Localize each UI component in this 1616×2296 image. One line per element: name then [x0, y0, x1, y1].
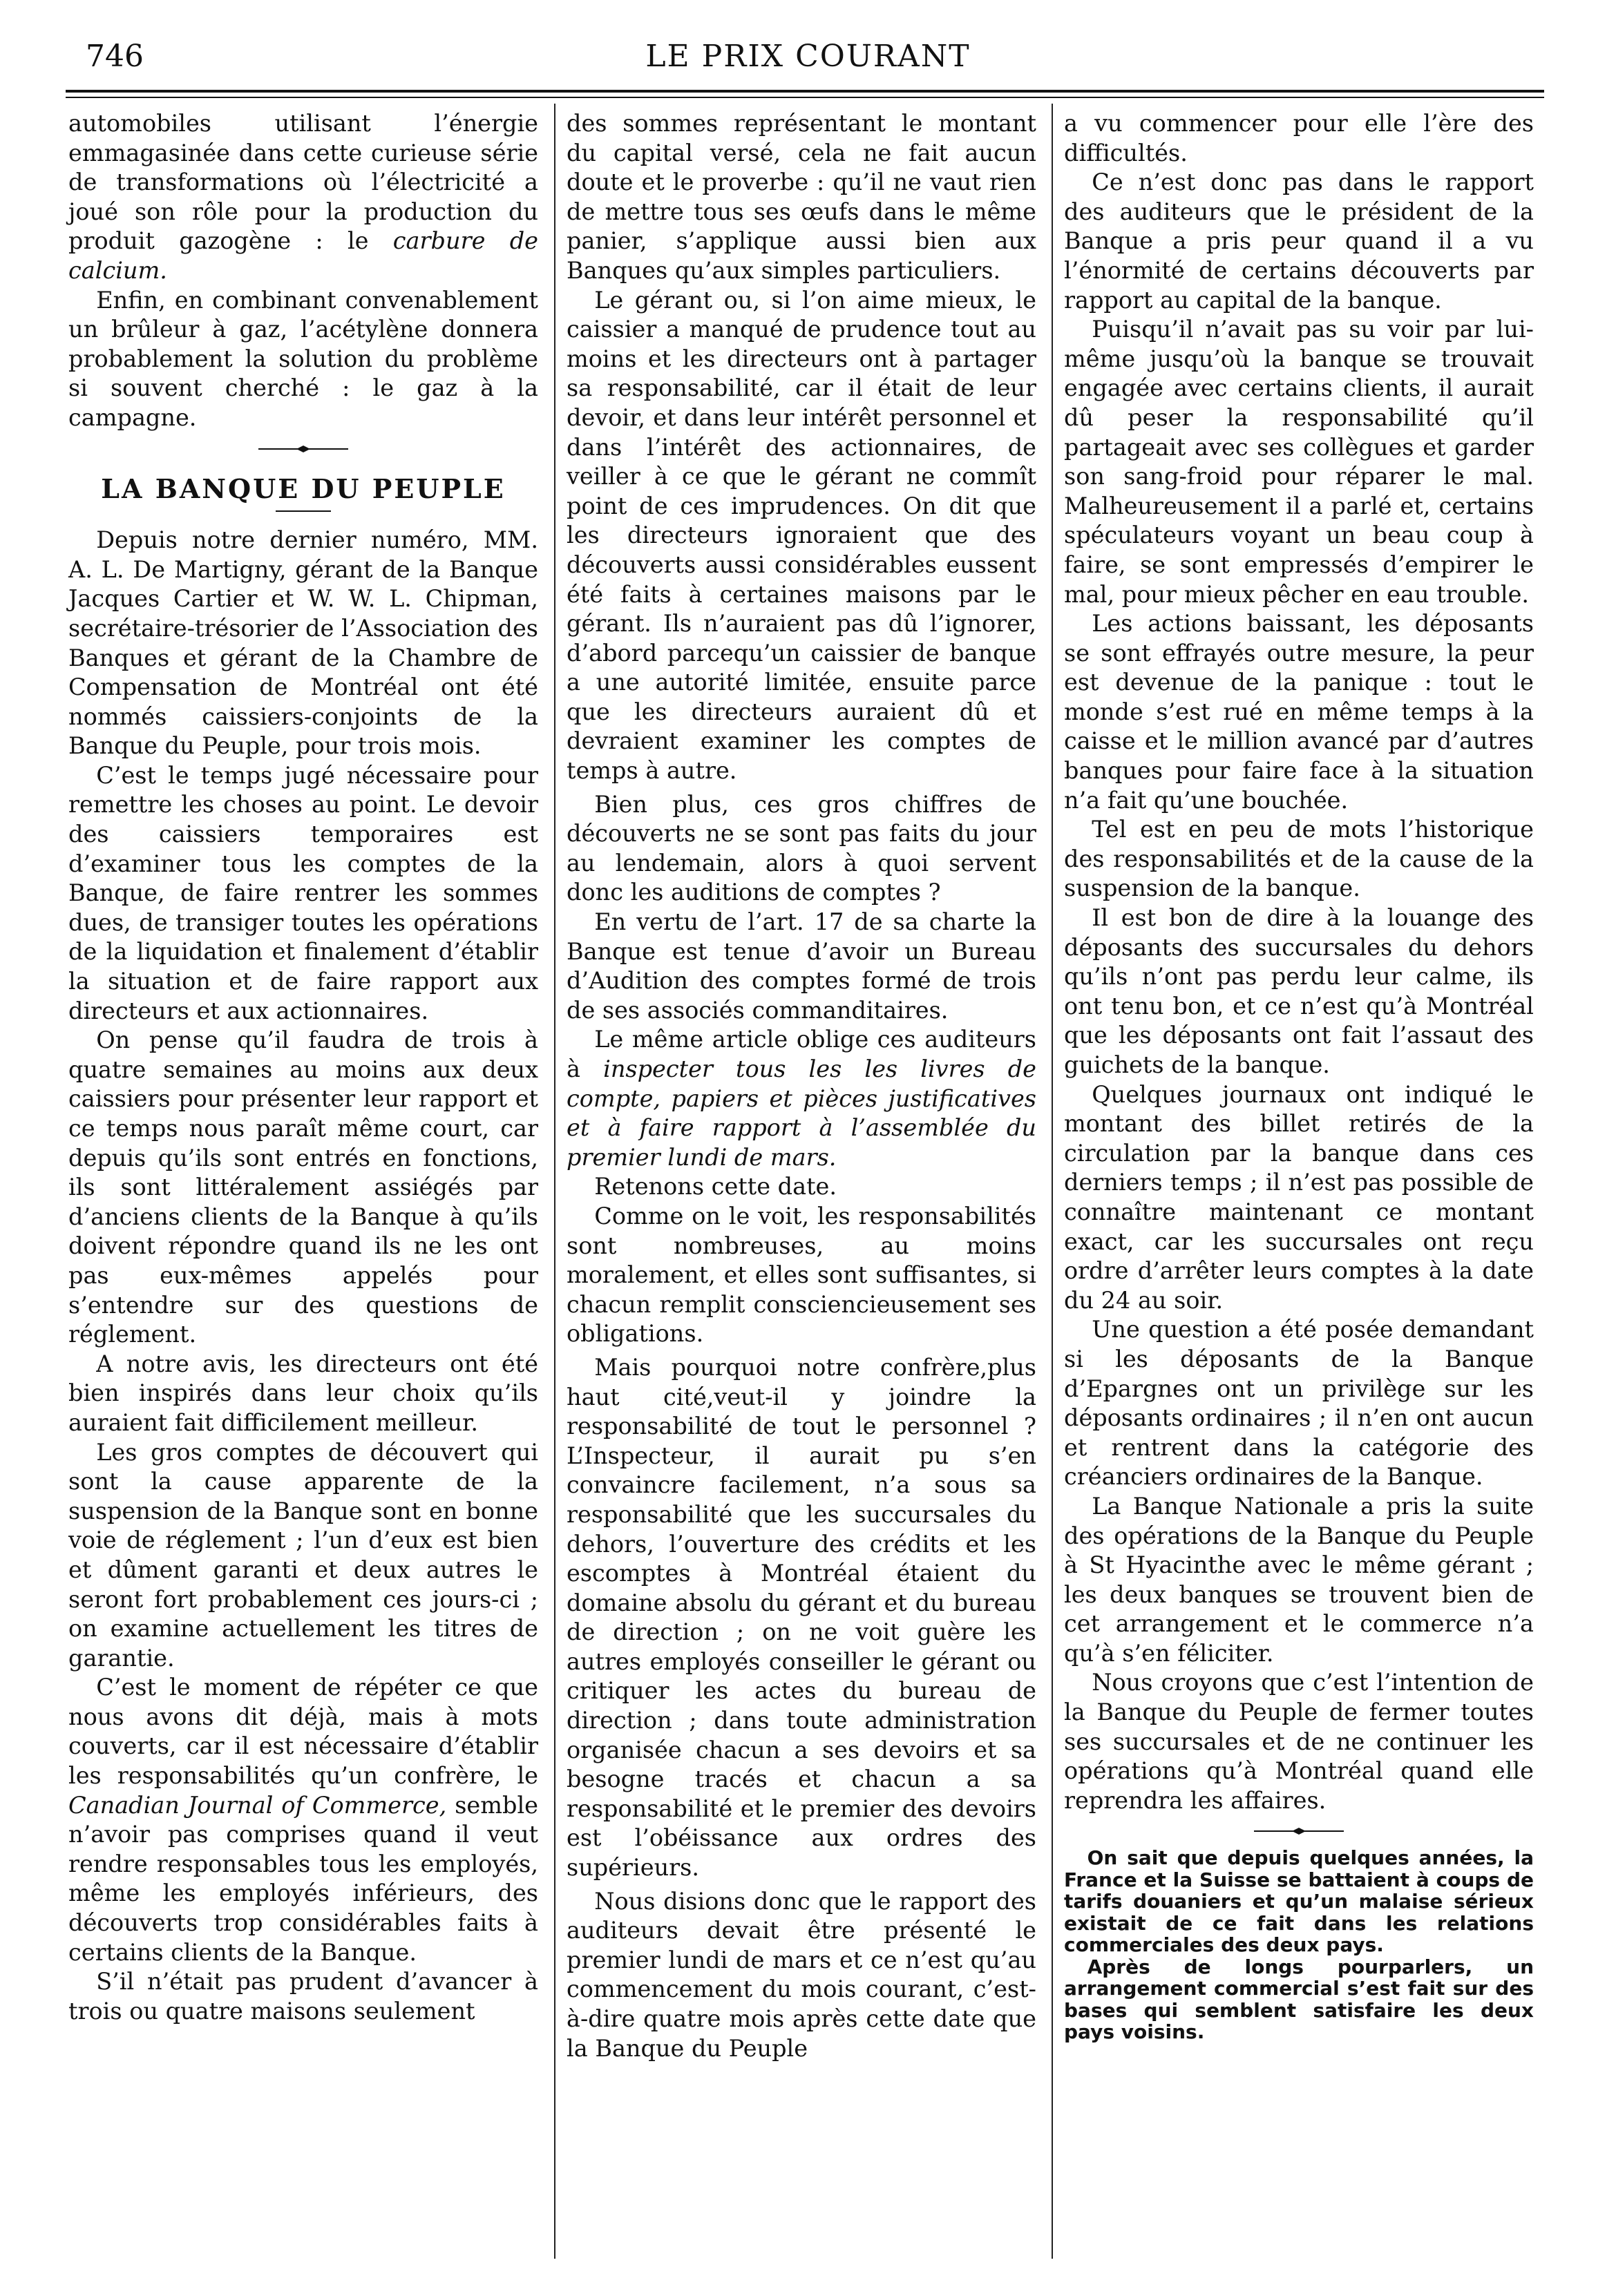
paragraph: Tel est en peu de mots l’historique des responsabilités et de la cause de la suspension de la banque.: [1064, 816, 1534, 902]
paragraph: On sait que depuis quelques années, la France et la Suisse se battaient à coups de tarifs douaniers et qu’un malaise sérieux existait de ce fait dans les relations commerciales des deux pays.: [1064, 1846, 1534, 1957]
paragraph-text: semble n’avoir pas comprises quand il veut rendre responsables tous les employés, même les employés inférieurs, des découverts trop considérables faits à certains clients de la Banque.: [68, 1791, 538, 1966]
paragraph: Puisqu’il n’avait pas su voir par lui-même jusqu’où la banque se trouvait engagée avec certains clients, il aurait dû peser la responsabilité qu’il partageait avec ses collègues et garder son sang-froid pour réparer le mal. Malheureusement il a parlé et, certains spéculateurs voyant un beau coup à faire, se sont empressés d’empirer le mal, pour mieux pêcher en eau trouble.: [1064, 316, 1534, 608]
paragraph: [68, 1673, 538, 1967]
article-title: LA BANQUE DU PEUPLE: [101, 472, 506, 504]
paragraph: Depuis notre dernier numéro, MM. A. L. De Martigny, gérant de la Banque Jacques Cartier et W. W. L. Chipman, secrétaire-trésorier de l’Association des Banques et gérant de la Chambre de Compensation de Montréal ont été nommés caissiers-conjoints de la Banque du Peuple, pour trois mois.: [68, 526, 538, 760]
paragraph: [68, 109, 538, 286]
paragraph: La Banque Nationale a pris la suite des opérations de la Banque du Peuple à St Hyacinthe avec le même gérant ; les deux banques se trouvent bien de cet arrangement et le commerce n’a qu’à s’en féliciter.: [1064, 1492, 1534, 1667]
running-title: LE PRIX COURANT: [645, 39, 971, 74]
paragraph: En vertu de l’art. 17 de sa charte la Banque est tenue d’avoir un Bureau d’Audition des comptes formé de trois de ses associés commanditaires.: [567, 908, 1036, 1024]
paragraph-emphasis: carbure de calcium.: [68, 227, 538, 284]
paragraph: Nous croyons que c’est l’intention de la Banque du Peuple de fermer toutes ses succursales et de ne continuer les opérations qu’à Montréal quand elle reprendra les affaires.: [1064, 1669, 1534, 1814]
paragraph: C’est le temps jugé nécessaire pour remettre les choses au point. Le devoir des caissiers temporaires est d’examiner tous les comptes de la Banque, de faire rentrer les sommes dues, de transiger toutes les opérations de la liquidation et finalement d’établir la situation et de faire rapport aux directeurs et aux actionnaires.: [68, 761, 538, 1024]
paragraph: des sommes représentant le montant du capital versé, cela ne fait aucun doute et le proverbe : qu’il ne vaut rien de mettre tous ses œufs dans le même panier, s’applique aussi bien aux Banques qu’aux simples particuliers.: [567, 110, 1036, 284]
paragraph: Quelques journaux ont indiqué le montant des billet retirés de la circulation par la banque dans ces derniers temps ; il n’est pas possible de connaître maintenant ce montant exact, car les succursales ont reçu ordre d’arrêter leurs comptes à la date du 24 au soir.: [1064, 1080, 1534, 1314]
paragraph: [567, 1025, 1036, 1172]
ornament-rule-icon: [258, 444, 348, 454]
title-underline: [276, 510, 331, 512]
header-rule: [66, 90, 1544, 93]
paragraph: Le gérant ou, si l’on aime mieux, le caissier a manqué de prudence tout au moins et les directeurs ont à partager sa responsabilité, car il était de leur devoir, et dans leur intérêt personnel et dans l’intérêt des actionnaires, de veiller à ce que le gérant ne commît point de ces imprudences. On dit que les directeurs ignoraient que des découverts aussi considérables eussent été faits à certaines maisons par le gérant. Ils n’auraient pas dû l’ignorer, d’abord parcequ’un caissier de banque a une autorité limitée, ensuite parce que les directeurs auraient dû et devraient examiner les comptes de temps à autre.: [567, 286, 1036, 785]
paragraph: Les gros comptes de découvert qui sont la cause apparente de la suspension de la Banque sont en bonne voie de réglement ; l’un d’eux est bien et dûment garanti et deux autres le seront fort probablement ces jours-ci ; on examine actuellement les titres de garantie.: [68, 1438, 538, 1672]
column-2: [567, 109, 1036, 2063]
paragraph: S’il n’était pas prudent d’avancer à trois ou quatre maisons seulement: [68, 1968, 538, 2025]
header-rule-thin: [66, 97, 1544, 98]
news-brief: [1064, 1847, 1534, 2043]
paragraph: Les actions baissant, les déposants se sont effrayés outre mesure, la peur est devenue de la panique : tout le monde s’est rué en même temps à la caisse et le million avancé par d’autres banques pour faire face à la situation n’a fait qu’une bouchée.: [1064, 610, 1534, 814]
column-3: [1064, 109, 1534, 2043]
paragraph-emphasis: Canadian Journal of Commerce,: [68, 1791, 447, 1819]
paragraph: Il est bon de dire à la louange des déposants des succursales du dehors qu’ils n’ont pas perdu leur calme, ils ont tenu bon, et ce n’est qu’à Montréal que les déposants ont fait l’assaut des guichets de la banque.: [1064, 904, 1534, 1078]
paragraph-text: Le même article oblige ces auditeurs à: [567, 1026, 1036, 1082]
paragraph: Nous disions donc que le rapport des auditeurs devait être présenté le premier lundi de mars et ce n’est qu’au commencement du mois courant, c’est-à-dire quatre mois après cette date que la Banque du Peuple: [567, 1887, 1036, 2062]
paragraph-emphasis: inspecter tous les les livres de compte, papiers et pièces justificatives et à faire rapport à l’assemblée du premier lundi de mars.: [567, 1055, 1036, 1171]
paragraph: Ce n’est donc pas dans le rapport des auditeurs que le président de la Banque a pris peur quand il a vu l’énormité de certains découverts par rapport au capital de la banque.: [1064, 169, 1534, 314]
paragraph: Retenons cette date.: [594, 1173, 837, 1200]
paragraph: Après de longs pourparlers, un arrangement commercial s’est fait sur des bases qui semblent satisfaire les deux pays voisins.: [1064, 1955, 1534, 2044]
paragraph: A notre avis, les directeurs ont été bien inspirés dans leur choix qu’ils auraient fait difficilement meilleur.: [68, 1350, 538, 1436]
paragraph: Mais pourquoi notre confrère,plus haut cité,veut-il y joindre la responsabilité de tout le personnel ? L’Inspecteur, il aurait pu s’en convaincre facilement, n’a sous sa responsabilité que les succursales du dehors, l’ouverture des crédits et les escomptes à Montréal étaient du domaine absolu du gérant et du bureau de direction ; on ne voit guère les autres employés conseiller le gérant ou critiquer les actes du bureau de direction ; dans toute administration organisée chacun a ses devoirs et sa besogne tracés et chacun a sa responsabilité et le premier des devoirs est l’obéissance aux ordres des supérieurs.: [567, 1353, 1036, 1882]
paragraph-text: automobiles utilisant l’énergie emmagasinée dans cette curieuse série de transformations où l’électricité a joué son rôle pour la production du produit gazogène : le: [68, 110, 538, 255]
page-header: [0, 0, 1616, 97]
column-divider: [1052, 104, 1053, 2259]
paragraph: a vu commencer pour elle l’ère des difficultés.: [1064, 110, 1534, 166]
page-number: 746: [86, 39, 144, 74]
paragraph-text: C’est le moment de répéter ce que nous avons dit déjà, mais à mots couverts, car il est nécessaire d’établir les responsabilités qu’un confrère, le: [68, 1674, 538, 1790]
column-divider: [554, 104, 555, 2259]
paragraph: Bien plus, ces gros chiffres de découverts ne se sont pas faits du jour au lendemain, alors à quoi servent donc les auditions de comptes ?: [567, 790, 1036, 906]
ornament-divider: [1064, 1821, 1534, 1841]
ornament-divider: [68, 439, 538, 459]
paragraph: On pense qu’il faudra de trois à quatre semaines au moins aux deux caissiers pour présenter leur rapport et ce temps nous paraît même court, car depuis qu’ils sont entrés en fonctions, ils sont littéralement assiégés par d’anciens clients de la Banque à qu’ils doivent répondre quand ils ne les ont pas eux-mêmes appelés pour s’entendre sur des questions de réglement.: [68, 1026, 538, 1348]
column-1: [68, 109, 538, 2026]
paragraph: Enfin, en combinant convenablement un brûleur à gaz, l’acétylène donnera probablement la solution du problème si souvent cherché : le gaz à la campagne.: [68, 286, 538, 431]
paragraph: Comme on le voit, les responsabilités sont nombreuses, au moins moralement, et elles sont suffisantes, si chacun remplit consciencieusement ses obligations.: [567, 1202, 1036, 1348]
paragraph: Une question a été posée demandant si les déposants de la Banque d’Epargnes ont un privilège sur les déposants ordinaires ; il n’en ont aucun et rentrent dans la catégorie des créanciers ordinaires de la Banque.: [1064, 1316, 1534, 1491]
ornament-rule-icon: [1254, 1826, 1344, 1836]
